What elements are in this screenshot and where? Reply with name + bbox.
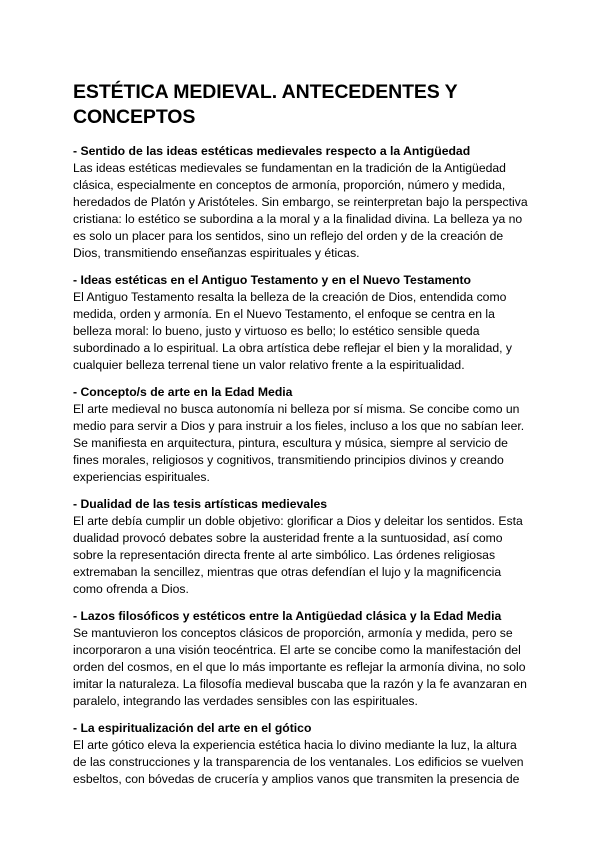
section-heading: - Dualidad de las tesis artísticas medievales bbox=[73, 497, 328, 511]
section-heading: - Ideas estéticas en el Antiguo Testamento y en el Nuevo Testamento bbox=[73, 273, 472, 287]
section-dualidad bbox=[73, 496, 528, 598]
section-body: El arte gótico eleva la experiencia estética hacia lo divino mediante la luz, la altura de las construcciones y la transparencia de los ventanales. Los edificios se vuelven esbeltos, con bóvedas de crucería y amplios vanos que transmiten la presencia de bbox=[73, 738, 524, 786]
sections-container bbox=[73, 143, 528, 798]
section-gotico bbox=[73, 720, 528, 788]
section-heading: - Concepto/s de arte en la Edad Media bbox=[73, 385, 293, 399]
section-body: El arte debía cumplir un doble objetivo: glorificar a Dios y deleitar los sentidos. Esta dualidad provocó debates sobre la austeridad frente a la suntuosidad, así como sobre la representación directa frente al arte simbólico. Las órdenes religiosas extremaban la sencillez, mientras que otras defendían el lujo y la magnificencia como ofrenda a Dios. bbox=[73, 514, 523, 596]
section-body: Las ideas estéticas medievales se fundamentan en la tradición de la Antigüedad clásica, especialmente en conceptos de armonía, proporción, número y medida, heredados de Platón y Aristóteles. Sin embargo, se reinterpretan bajo la perspectiva cristiana: lo estético se subordina a la moral y a la finalidad divina. La belleza ya no es solo un placer para los sentidos, sino un reflejo del orden y de la creación de Dios, transmitiendo enseñanzas espirituales y éticas. bbox=[73, 161, 528, 260]
section-antiguedad bbox=[73, 143, 528, 262]
section-lazos bbox=[73, 608, 528, 710]
section-heading: - La espiritualización del arte en el gótico bbox=[73, 721, 312, 735]
section-body: El arte medieval no busca autonomía ni belleza por sí misma. Se concibe como un medio para servir a Dios y para instruir a los fieles, incluso a los que no sabían leer. Se manifiesta en arquitectura, pintura, escultura y música, siempre al servicio de fines morales, religiosos y cognitivos, transmitiendo principios divinos y creando experiencias espirituales. bbox=[73, 402, 525, 484]
section-concepto-arte bbox=[73, 384, 528, 486]
section-body: El Antiguo Testamento resalta la belleza de la creación de Dios, entendida como medida, orden y armonía. En el Nuevo Testamento, el enfoque se centra en la belleza moral: lo bueno, justo y virtuoso es bello; lo estético sensible queda subordinado a lo espiritual. La obra artística debe reflejar el bien y la moralidad, y cualquier belleza terrenal tiene un valor relativo frente a la espiritualidad. bbox=[73, 290, 512, 372]
section-body: Se mantuvieron los conceptos clásicos de proporción, armonía y medida, pero se incorporaron a una visión teocéntrica. El arte se concibe como la manifestación del orden del cosmos, en el que lo más importante es reflejar la armonía divina, no solo imitar la naturaleza. La filosofía medieval buscaba que la razón y la fe avanzaran en paralelo, integrando las verdades sensibles con las espirituales. bbox=[73, 626, 527, 708]
page-title: ESTÉTICA MEDIEVAL. ANTECEDENTES Y CONCEPTOS bbox=[73, 81, 458, 128]
section-testamentos bbox=[73, 272, 528, 374]
section-heading: - Sentido de las ideas estéticas medievales respecto a la Antigüedad bbox=[73, 144, 471, 158]
section-heading: - Lazos filosóficos y estéticos entre la Antigüedad clásica y la Edad Media bbox=[73, 609, 502, 623]
